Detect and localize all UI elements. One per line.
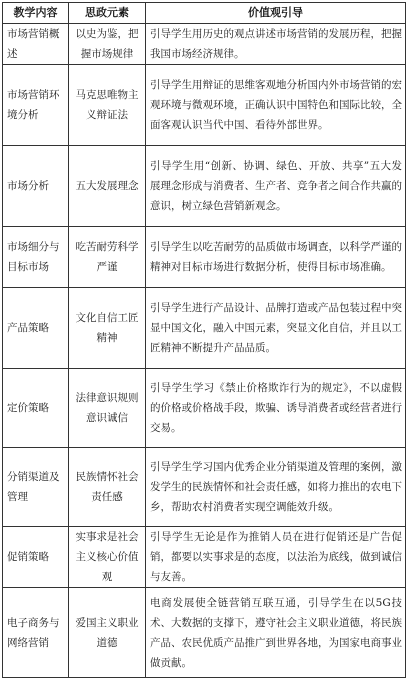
cell-guide: 电商发展使全链营销互联互通，引导学生在以5G技术、大数据的支撑下，遵守社会主义职业道德，将民族产品、农民优质产品推广到世界各地，为国家电商事业做贡献。 — [146, 588, 406, 678]
value-guidance-table — [2, 2, 406, 678]
cell-element: 五大发展理念 — [69, 146, 146, 227]
table-row — [3, 369, 406, 448]
cell-element: 实事求是社会主义核心价值观 — [69, 527, 146, 588]
cell-guide: 引导学生以吃苦耐劳的品质做市场调查，以科学严谨的精神对目标市场进行数据分析，使得目标市场准确。 — [146, 227, 406, 288]
cell-element: 以史为鉴，把握市场规律 — [69, 24, 146, 65]
header-element: 思政元素 — [69, 3, 146, 24]
cell-topic: 电子商务与网络营销 — [3, 588, 69, 678]
cell-topic: 市场细分与目标市场 — [3, 227, 69, 288]
cell-element: 法律意识规则意识诚信 — [69, 369, 146, 448]
cell-guide: 引导学生无论是作为推销人员在进行促销还是广告促销，都要以实事求是的态度，以法治为底线，做到诚信与友善。 — [146, 527, 406, 588]
table-row — [3, 588, 406, 678]
cell-element: 文化自信工匠精神 — [69, 288, 146, 369]
cell-topic: 市场分析 — [3, 146, 69, 227]
table-row — [3, 527, 406, 588]
cell-element: 吃苦耐劳科学严谨 — [69, 227, 146, 288]
cell-element: 爱国主义职业道德 — [69, 588, 146, 678]
cell-topic: 市场营销概述 — [3, 24, 69, 65]
table-row — [3, 448, 406, 527]
cell-topic: 促销策略 — [3, 527, 69, 588]
cell-topic: 产品策略 — [3, 288, 69, 369]
cell-topic: 定价策略 — [3, 369, 69, 448]
table-row — [3, 65, 406, 146]
cell-guide: 引导学生用“创新、协调、绿色、开放、共享”五大发展理念形成与消费者、生产者、竞争者之间合作共赢的意识，树立绿色营销新观念。 — [146, 146, 406, 227]
table-row — [3, 24, 406, 65]
cell-guide: 引导学生用辩证的思维客观地分析国内外市场营销的宏观环境与微观环境，正确认识中国特色和国际比较，全面客观认识当代中国、看待外部世界。 — [146, 65, 406, 146]
cell-element: 民族情怀社会责任感 — [69, 448, 146, 527]
cell-element: 马克思唯物主义辩证法 — [69, 65, 146, 146]
cell-guide: 引导学生学习国内优秀企业分销渠道及管理的案例，激发学生的民族情怀和社会责任感，如将力推出的农电下乡，帮助农村消费者实现空调能效升级。 — [146, 448, 406, 527]
cell-topic: 分销渠道及管理 — [3, 448, 69, 527]
cell-guide: 引导学生进行产品设计、品牌打造或产品包装过程中突显中国文化，融入中国元素，突显文化自信，并且以工匠精神不断提升产品品质。 — [146, 288, 406, 369]
header-topic: 教学内容 — [3, 3, 69, 24]
table-row — [3, 227, 406, 288]
table-row — [3, 146, 406, 227]
cell-topic: 市场营销环境分析 — [3, 65, 69, 146]
table-header-row — [3, 3, 406, 24]
cell-guide: 引导学生用历史的观点讲述市场营销的发展历程，把握我国市场经济规律。 — [146, 24, 406, 65]
header-guide: 价值观引导 — [146, 3, 406, 24]
table-row — [3, 288, 406, 369]
cell-guide: 引导学生学习《禁止价格欺诈行为的规定》，不以虚假的价格或价格战手段，欺骗、诱导消费者或经营者进行交易。 — [146, 369, 406, 448]
